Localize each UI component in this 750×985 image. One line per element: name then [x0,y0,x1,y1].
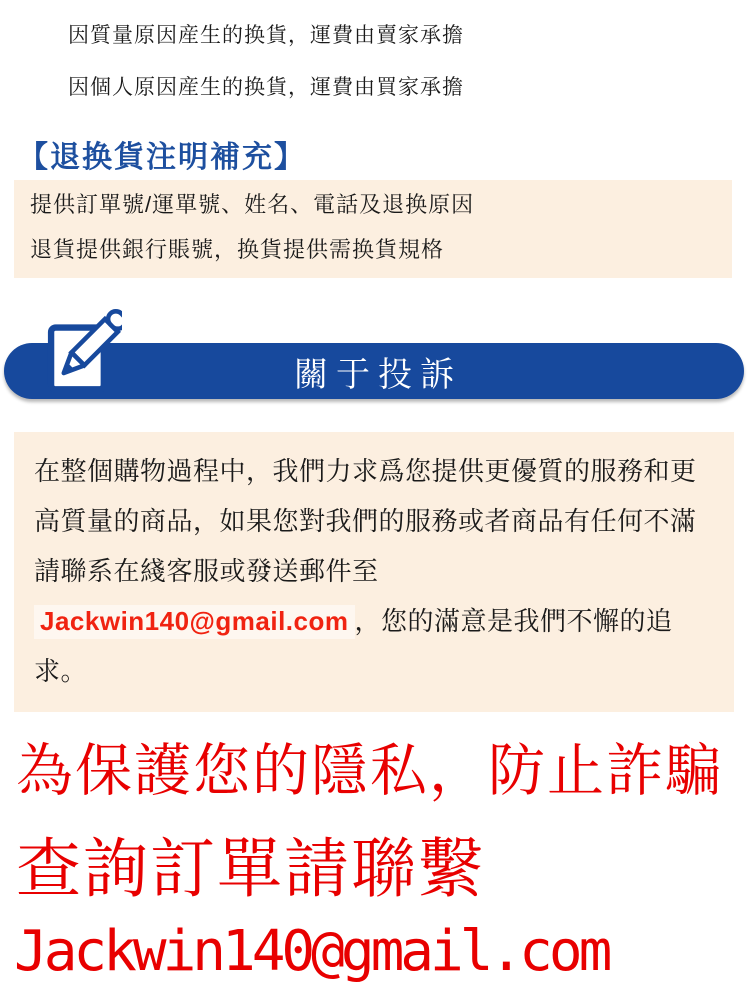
privacy-warning [16,735,750,985]
return-notes-heading: 【退换貨注明補充】 [18,141,306,174]
exchange-note-personal: 因個人原因産生的换貨，運費由買家承擔 [68,76,464,99]
exchange-policy-notes [0,0,750,100]
pencil-edit-icon [42,307,122,399]
exchange-note-quality: 因質量原因産生的换貨，運費由賣家承擔 [68,24,464,47]
complaint-text-before-email: 在整個購物過程中，我們力求爲您提供更優質的服務和更高質量的商品，如果您對我們的服務或者商品有任何不滿請聯系在綫客服或發送郵件至 [34,456,697,586]
complaint-text-after-email: ，您的滿意是我們不懈的追求。 [34,606,673,686]
return-note-line: 提供訂單號/運單號、姓名、電話及退换原因 [30,192,475,217]
return-note-line: 退貨提供銀行賬號，换貨提供需换貨規格 [30,237,445,262]
complaint-text-box [14,432,734,712]
contact-email-text: Jackwin140@gmail.com [14,919,609,984]
return-notes-box [14,180,732,278]
privacy-warning-line1: 為保護您的隱私，防止詐騙 [16,739,724,803]
privacy-warning-line2: 查詢訂單請聯繫 [16,832,486,905]
complaint-banner-title: 關于投訴 [294,355,462,394]
complaint-banner [4,343,744,399]
support-email-link[interactable]: Jackwin140@gmail.com [34,605,355,639]
complaint-paragraph [34,446,714,696]
